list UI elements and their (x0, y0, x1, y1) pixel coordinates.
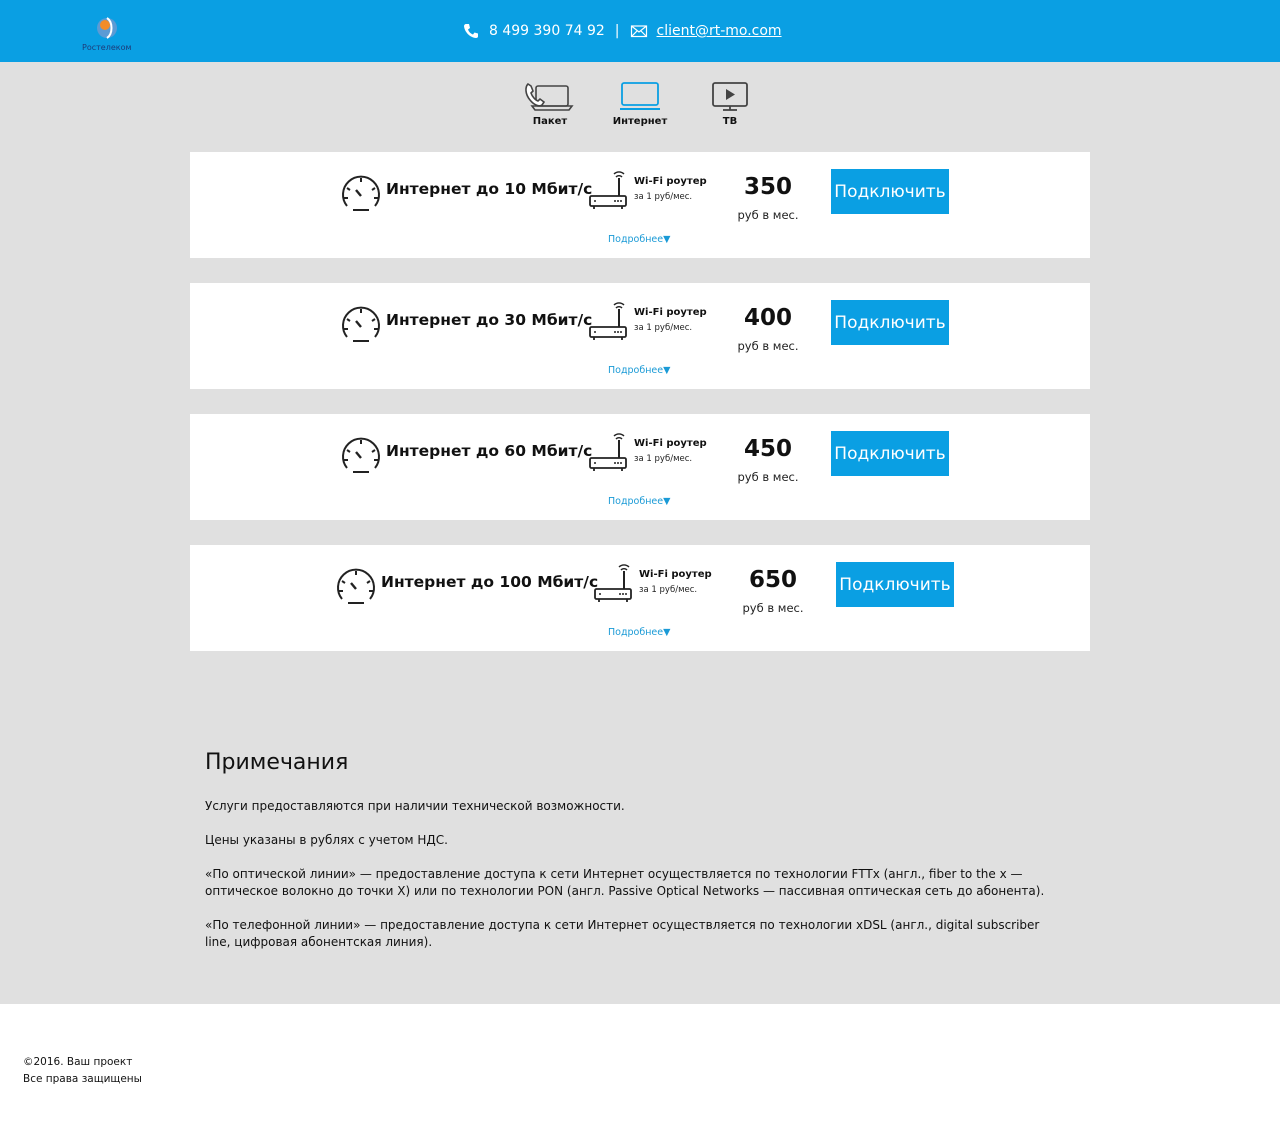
plan-price-unit: руб в мес. (737, 208, 799, 222)
rostelecom-logo-icon (96, 14, 118, 42)
plan-price: 650 (748, 567, 797, 593)
note-item: Услуги предоставляются при наличии технической возможности. (205, 799, 625, 813)
connect-button[interactable]: Подключить (836, 562, 954, 607)
note-item: «По оптической линии» — предоставление доступа к сети Интернет осуществляется по технологии FTTx (англ., fiber to the x — оптическое волокно до точки X) или по технологии PON (англ. Passive Optical Networks — пассивная оптическая сеть до абонента). (205, 867, 1045, 898)
speedometer-icon (339, 303, 383, 347)
plan-card-100 (190, 545, 1090, 651)
plan-price-unit: руб в мес. (737, 339, 799, 353)
speedometer-icon (339, 434, 383, 478)
plan-price-unit: руб в мес. (737, 470, 799, 484)
wifi-router-icon (587, 432, 629, 474)
more-details-link[interactable]: Подробнее▼ (608, 234, 671, 245)
connect-button[interactable]: Подключить (831, 169, 949, 214)
router-price: за 1 руб/мес. (634, 454, 693, 464)
router-price: за 1 руб/мес. (639, 585, 698, 595)
plan-price-unit: руб в мес. (742, 601, 804, 615)
speedometer-icon (334, 565, 378, 609)
notes-title: Примечания (205, 750, 349, 775)
tab-package-label: Пакет (532, 116, 568, 127)
router-price: за 1 руб/мес. (634, 192, 693, 202)
plan-name: Интернет до 60 Мбит/с (386, 442, 593, 460)
tab-package[interactable] (515, 78, 585, 127)
rostelecom-logo[interactable] (80, 12, 136, 54)
service-tabs (515, 78, 765, 134)
footer-copyright: ©2016. Ваш проект (23, 1056, 133, 1068)
more-details-link[interactable]: Подробнее▼ (608, 496, 671, 507)
speedometer-icon (339, 172, 383, 216)
plan-card-60 (190, 414, 1090, 520)
note-item: «По телефонной линии» — предоставление доступа к сети Интернет осуществляется по технологии xDSL (англ., digital subscriber line, цифровая абонентская линия). (205, 918, 1040, 949)
tab-internet[interactable] (605, 78, 675, 127)
router-title: Wi-Fi роутер (634, 438, 707, 449)
tv-play-icon (702, 78, 758, 112)
wifi-router-icon (587, 301, 629, 343)
tab-tv[interactable] (695, 78, 765, 127)
note-item: Цены указаны в рублях с учетом НДС. (205, 833, 448, 847)
tab-internet-label: Интернет (612, 116, 668, 127)
logo-text: Ростелеком (82, 43, 132, 52)
phone-number[interactable]: 8 499 390 74 92 (489, 23, 605, 39)
wifi-router-icon (587, 170, 629, 212)
laptop-icon (612, 78, 668, 112)
router-price: за 1 руб/мес. (634, 323, 693, 333)
wifi-router-icon (592, 563, 634, 605)
phone-icon (462, 22, 480, 40)
plan-name: Интернет до 10 Мбит/с (386, 180, 593, 198)
more-details-link[interactable]: Подробнее▼ (608, 365, 671, 376)
email-link[interactable]: client@rt-mo.com (656, 23, 782, 39)
contact-bar (462, 20, 782, 42)
more-details-link[interactable]: Подробнее▼ (608, 627, 671, 638)
connect-button[interactable]: Подключить (831, 300, 949, 345)
plan-price: 350 (743, 174, 792, 200)
connect-button[interactable]: Подключить (831, 431, 949, 476)
mail-icon (630, 22, 648, 40)
plan-name: Интернет до 100 Мбит/с (381, 573, 599, 591)
router-title: Wi-Fi роутер (639, 569, 712, 580)
router-title: Wi-Fi роутер (634, 176, 707, 187)
plan-card-10 (190, 152, 1090, 258)
plan-price: 400 (743, 305, 792, 331)
plan-card-30 (190, 283, 1090, 389)
phone-laptop-icon (522, 78, 578, 112)
plan-price: 450 (743, 436, 792, 462)
tab-tv-label: ТВ (722, 116, 738, 127)
site-header (0, 0, 1280, 62)
plan-name: Интернет до 30 Мбит/с (386, 311, 593, 329)
footer-rights: Все права защищены (23, 1073, 142, 1085)
site-footer (0, 1004, 1280, 1129)
contact-separator: | (614, 23, 620, 39)
router-title: Wi-Fi роутер (634, 307, 707, 318)
